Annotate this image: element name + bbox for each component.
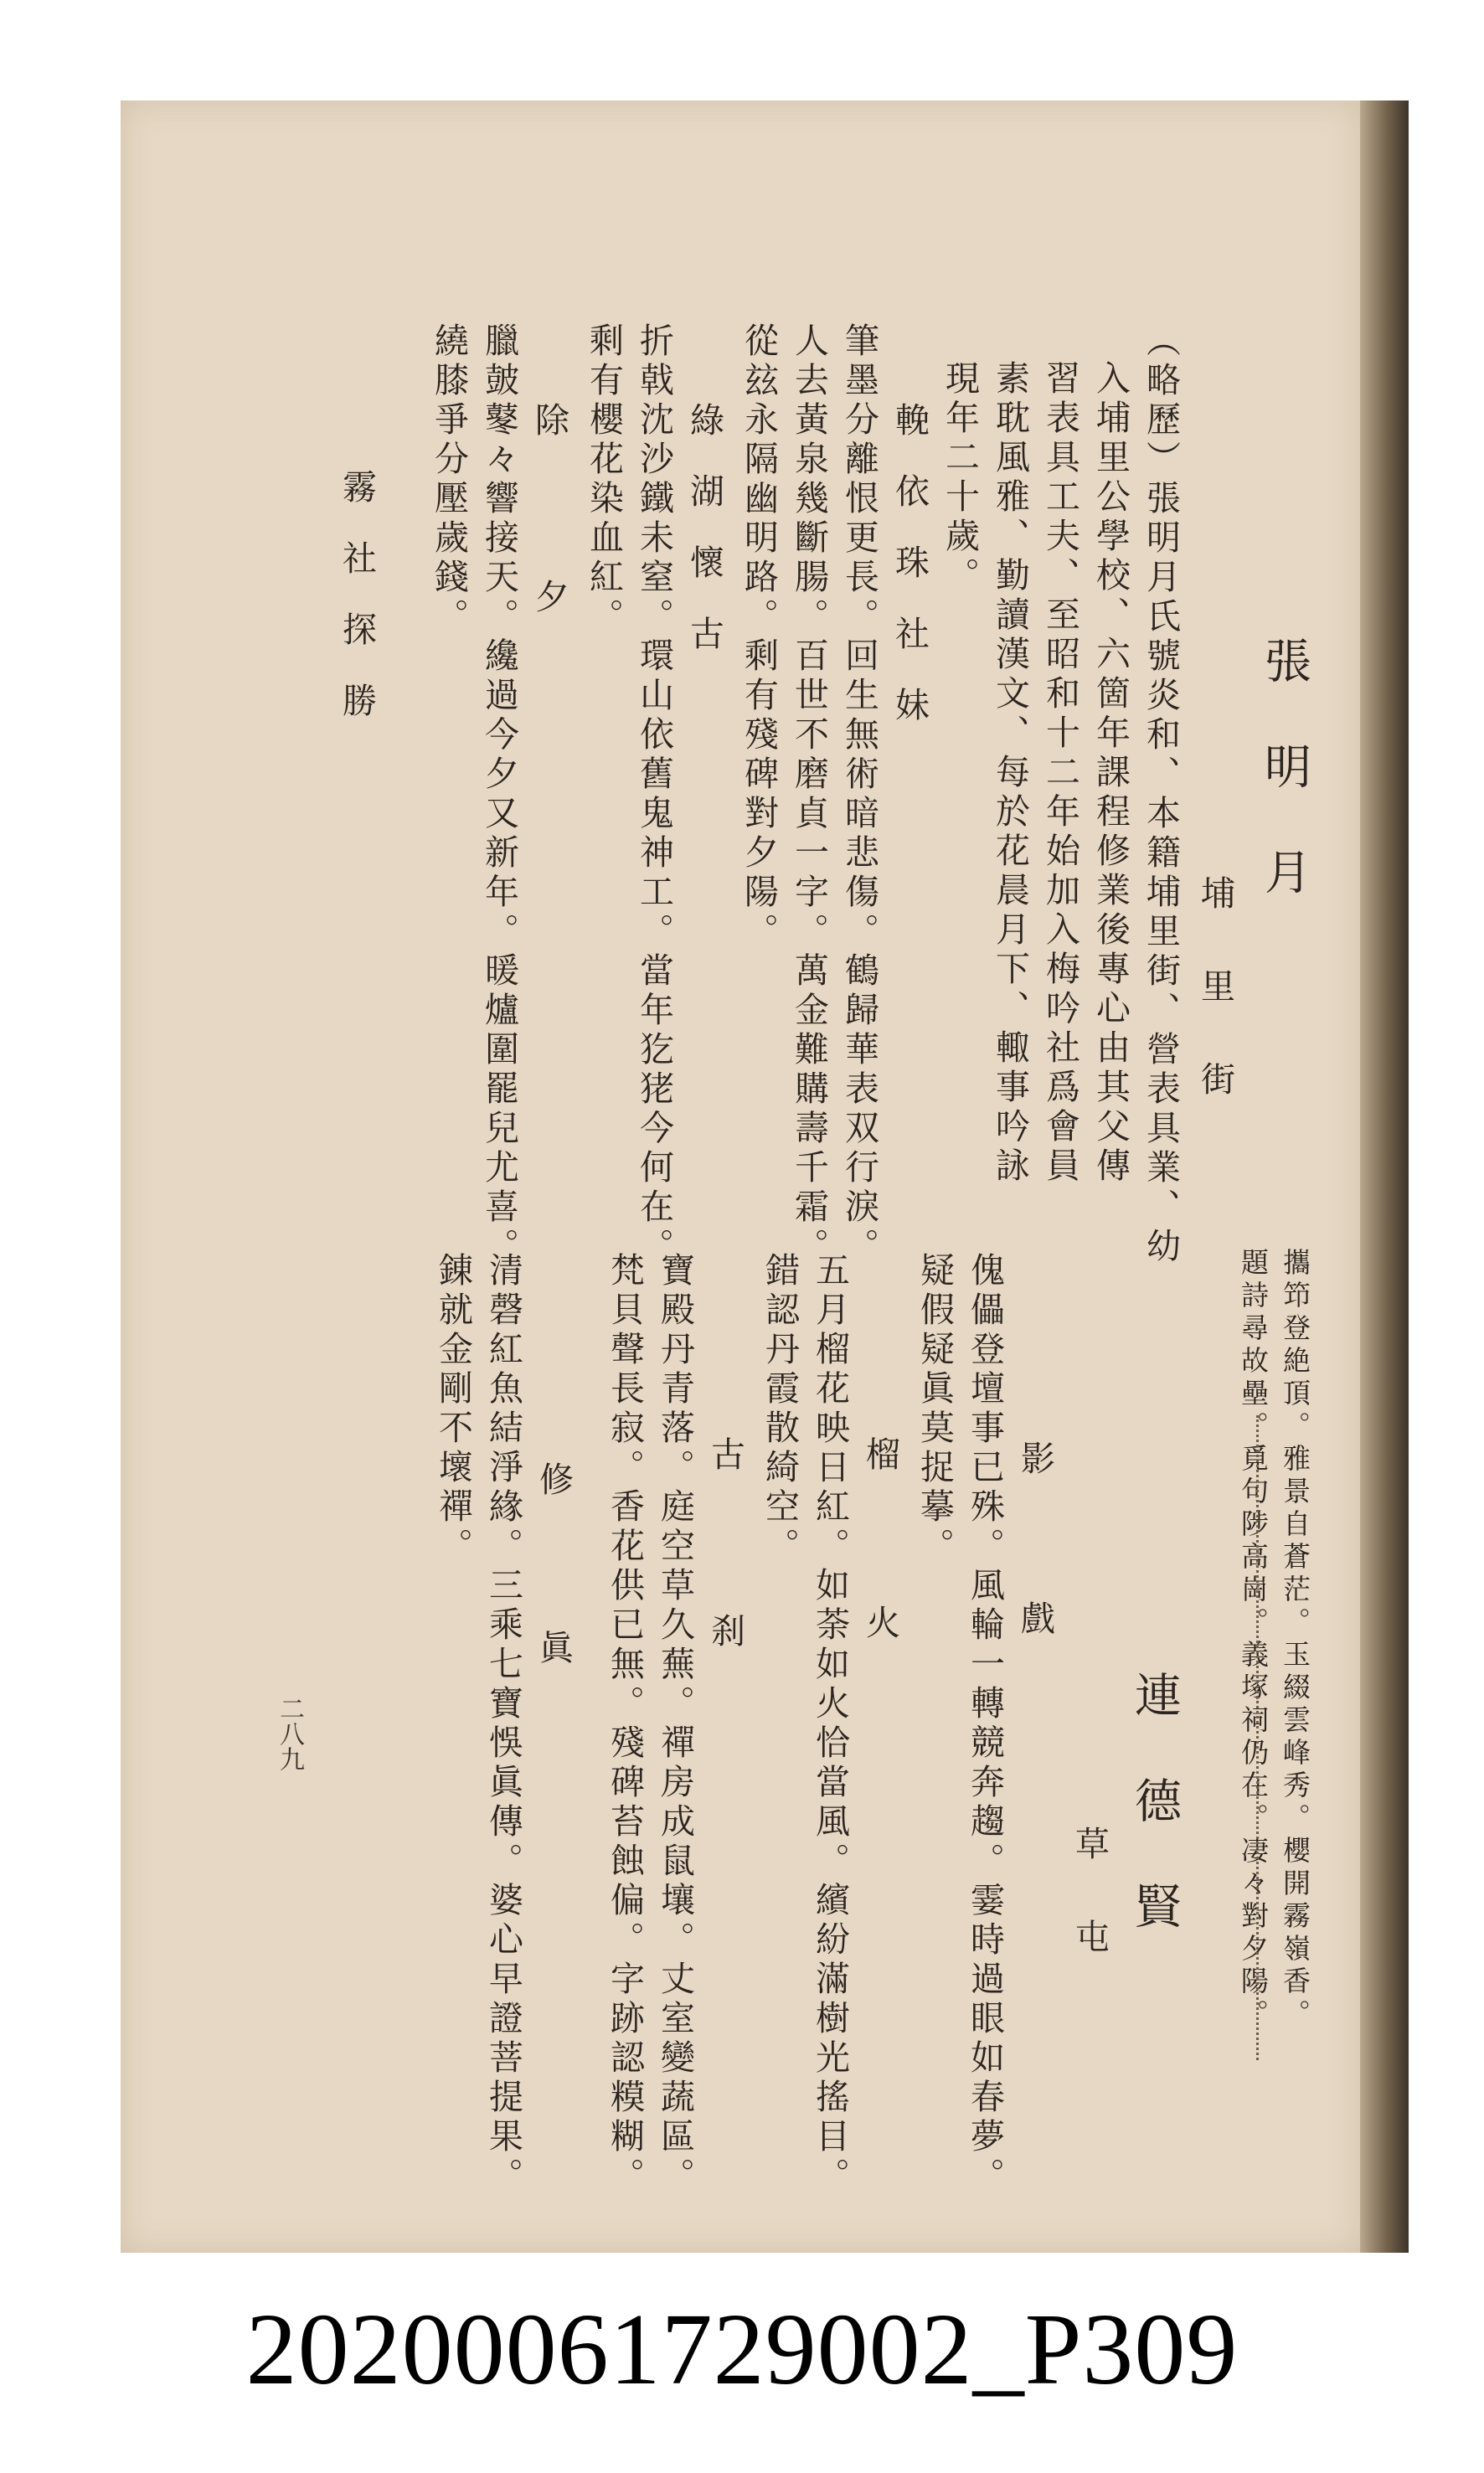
poem-new-years-eve-line-1: 臘皷鼕々響接天。纔過今夕又新年。暖爐圍罷兒尤喜。 xyxy=(479,322,519,1267)
poem-title-new-years-eve: 除夕 xyxy=(529,402,569,755)
poem-green-lake-line-1: 折戟沈沙鐵未窒。環山依舊鬼神工。當年犵狫今何在。 xyxy=(634,322,674,1267)
poem-title-mourning: 輓依珠社妹 xyxy=(889,402,930,758)
poem-title-pomegranate: 榴火 xyxy=(860,1436,900,1773)
biography-line-1: （略歷）張明月氏號炎和、本籍埔里街、營表具業、幼 xyxy=(1141,322,1181,1267)
poem-pomegranate-line-1: 五月榴花映日紅。如荼如火恰當風。繽紛滿樹光搖目。 xyxy=(810,1252,850,2197)
poem-ancient-temple-line-1: 寶殿丹青落。庭空草久蕪。禪房成鼠壤。丈室變蔬區。 xyxy=(655,1252,695,2197)
book-spine-edge xyxy=(1360,100,1409,2253)
biography-line-4: 素耽風雅、勤讀漢文、每於花晨月下、輙事吟詠 xyxy=(990,360,1030,1187)
section-divider xyxy=(1256,1415,1262,2060)
author-name-lian: 連德賢 xyxy=(1127,1671,1182,1987)
continuation-line-1: 攜笻登絶頂。雅景自蒼茫。玉綴雲峰秀。櫻開霧嶺香。 xyxy=(1279,1248,1311,2032)
poem-title-shadow-play: 影戲 xyxy=(1015,1440,1055,1760)
poem-title-ancient-temple: 古刹 xyxy=(705,1436,745,1790)
poem-cultivation-line-2: 錬就金剛不壞禪。 xyxy=(433,1252,473,1567)
poem-mourning-line-2: 人去黃泉幾斷腸。百世不磨貞一字。萬金難購壽千霜。 xyxy=(789,322,829,1267)
poem-mourning-line-3: 從玆永隔幽明路。剩有殘碑對夕陽。 xyxy=(739,322,779,952)
poem-shadow-play-line-2: 疑假疑眞莫捉摹。 xyxy=(915,1252,955,1567)
poem-new-years-eve-line-2: 繞膝爭分壓歲錢。 xyxy=(429,322,469,637)
biography-line-3: 習表具工夫、至昭和十二年始加入梅吟社爲會員 xyxy=(1040,360,1080,1187)
biography-line-2: 入埔里公學校、六箇年課程修業後專心由其父傳 xyxy=(1090,360,1131,1187)
poem-mourning-line-1: 筆墨分離恨更長。回生無術暗悲傷。鶴歸華表双行淚。 xyxy=(839,322,879,1267)
poem-ancient-temple-line-2: 梵貝聲長寂。香花供已無。殘碑苔蝕偏。字跡認糢糊。 xyxy=(605,1252,645,2197)
poem-title-green-lake: 綠湖懷古 xyxy=(684,402,724,687)
poem-cultivation-line-1: 清磬紅魚結淨緣。三乘七寶悞眞傳。婆心早證菩提果。 xyxy=(483,1252,523,2197)
continuation-line-2: 題詩尋故壘。覓句陟高崗。義塚祠仍在。凄々對夕陽。 xyxy=(1237,1248,1270,2032)
author-name-zhang: 張明月 xyxy=(1257,636,1311,953)
hometown-caotun: 草屯 xyxy=(1069,1826,1110,2012)
archive-caption: 20200061729002_P309 xyxy=(245,2293,1239,2406)
page-number: 二八九 xyxy=(275,1696,304,1771)
poem-green-lake-line-2: 剩有櫻花染血紅。 xyxy=(584,322,624,637)
poem-shadow-play-line-1: 傀儡登壇事已殊。風輪一轉競奔趨。霎時過眼如春夢。 xyxy=(965,1252,1005,2197)
hometown-puli: 埔里街 xyxy=(1195,875,1235,1154)
poem-pomegranate-line-2: 錯認丹霞散綺空。 xyxy=(760,1252,800,1567)
biography-line-5: 現年二十歲。 xyxy=(940,360,980,596)
poem-title-cultivation: 修眞 xyxy=(533,1461,574,1798)
signature-wushe: 霧社探勝 xyxy=(337,469,377,754)
